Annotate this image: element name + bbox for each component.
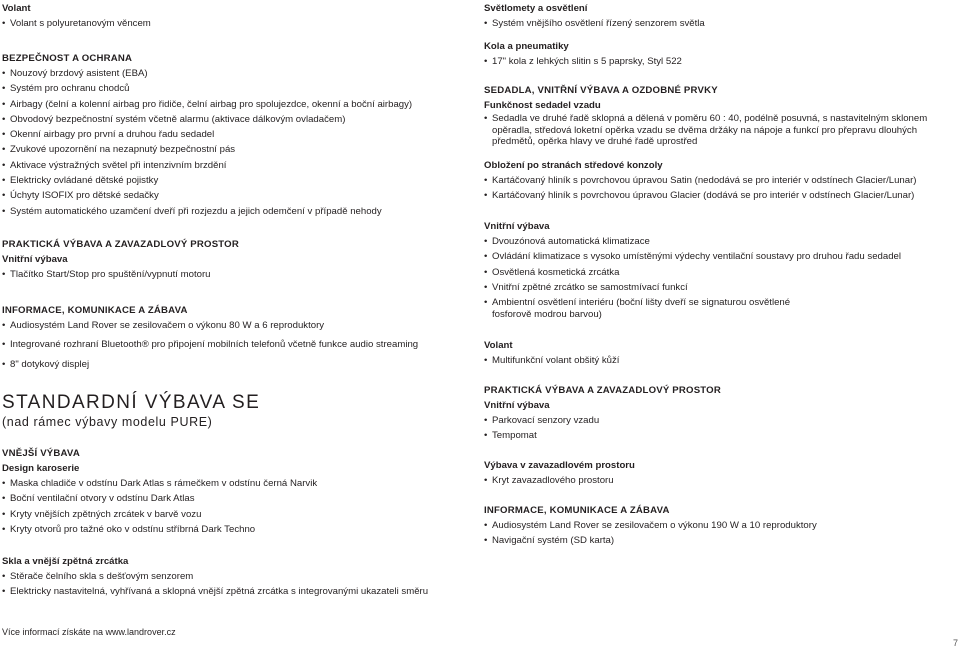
list-item: • Dvouzónová automatická klimatizace	[484, 234, 954, 249]
section-subheading: Vnitřní výbava	[2, 254, 68, 265]
feature-list	[484, 473, 954, 488]
section-heading: PRAKTICKÁ VÝBAVA A ZAVAZADLOVÝ PROSTOR	[484, 385, 721, 396]
section-subheading: Funkčnost sedadel vzadu	[484, 100, 601, 111]
list-item: • Integrované rozhraní Bluetooth® pro připojení mobilních telefonů včetně funkce audio streaming	[2, 337, 462, 352]
section-exterior	[2, 446, 462, 537]
feature-list	[484, 54, 954, 69]
list-item: • Elektricky nastavitelná, vyhřívaná a sklopná vnější zpětná zrcátka s integrovanými ukazateli směru	[2, 584, 462, 599]
section-volant	[2, 1, 462, 31]
feature-list	[2, 318, 462, 372]
section-info	[2, 303, 462, 372]
section-heading: Vnitřní výbava	[484, 221, 550, 232]
list-item: • Systém vnějšího osvětlení řízený senzorem světla	[484, 16, 954, 31]
section-heading: INFORMACE, KOMUNIKACE A ZÁBAVA	[484, 505, 670, 516]
feature-list	[484, 353, 954, 368]
list-item: • 8" dotykový displej	[2, 357, 462, 372]
list-item: • 17" kola z lehkých slitin s 5 paprsky, Styl 522	[484, 54, 954, 69]
page-number: 7	[952, 638, 958, 648]
list-item: • Systém automatického uzamčení dveří při rozjezdu a jejich odemčení v případě nehody	[2, 204, 462, 219]
feature-list	[484, 16, 954, 31]
list-item: • Systém pro ochranu chodců	[2, 81, 462, 96]
list-item: • Ovládání klimatizace s vysoko umístěnými výdechy ventilační soustavy pro druhou řadu sedadel	[484, 249, 954, 264]
section-heading: Výbava v zavazadlovém prostoru	[484, 460, 635, 471]
feature-list	[484, 413, 954, 444]
list-item: • Aktivace výstražných světel při intenzivním brzdění	[2, 158, 462, 173]
list-item: • Volant s polyuretanovým věncem	[2, 16, 462, 31]
section-heading: Světlomety a osvětlení	[484, 3, 588, 14]
section-lights	[484, 1, 954, 31]
section-heading: Kola a pneumatiky	[484, 41, 569, 52]
section-practical	[484, 383, 954, 444]
section-volant	[484, 338, 954, 368]
list-item: • Navigační systém (SD karta)	[484, 533, 954, 548]
footer-note: Více informací získáte na www.landrover.cz	[2, 627, 176, 637]
section-heading: Skla a vnější zpětná zrcátka	[2, 556, 129, 567]
feature-list	[484, 518, 954, 549]
list-item: • Úchyty ISOFIX pro dětské sedačky	[2, 188, 462, 203]
section-subheading: Design karoserie	[2, 463, 80, 474]
list-item: • Okenní airbagy pro první a druhou řadu sedadel	[2, 127, 462, 142]
section-info	[484, 503, 954, 549]
feature-list	[2, 476, 462, 537]
list-item: • Kryt zavazadlového prostoru	[484, 473, 954, 488]
list-item: • Elektricky ovládané dětské pojistky	[2, 173, 462, 188]
feature-list	[2, 267, 462, 282]
section-safety	[2, 51, 462, 219]
list-item: • Stěrače čelního skla s dešťovým senzorem	[2, 569, 462, 584]
page-subtitle: (nad rámec výbavy modelu PURE)	[2, 415, 213, 429]
list-item: • Parkovací senzory vzadu	[484, 413, 954, 428]
section-heading: SEDADLA, VNITŘNÍ VÝBAVA A OZDOBNÉ PRVKY	[484, 85, 718, 96]
list-item: • Audiosystém Land Rover se zesilovačem o výkonu 80 W a 6 reproduktory	[2, 318, 462, 333]
list-item: • Audiosystém Land Rover se zesilovačem o výkonu 190 W a 10 reproduktory	[484, 518, 954, 533]
list-item: • Kryty otvorů pro tažné oko v odstínu stříbrná Dark Techno	[2, 522, 462, 537]
list-item: • Zvukové upozornění na nezapnutý bezpečnostní pás	[2, 142, 462, 157]
list-item: • Ambientní osvětlení interiéru (boční lišty dveří se signaturou osvětlené fosforově modrou barvou)	[484, 297, 822, 321]
list-item: • Tlačítko Start/Stop pro spuštění/vypnutí motoru	[2, 267, 462, 282]
feature-list	[484, 234, 954, 321]
standard-se-block	[2, 392, 462, 430]
feature-list	[484, 113, 954, 148]
feature-list	[2, 569, 462, 600]
list-item: • Kartáčovaný hliník s povrchovou úpravou Glacier (dodává se pro interiér v odstínech Glacier/Lunar)	[484, 188, 954, 203]
section-subheading: Vnitřní výbava	[484, 400, 550, 411]
list-item: • Tempomat	[484, 428, 954, 443]
section-console	[484, 158, 954, 204]
list-item: • Osvětlená kosmetická zrcátka	[484, 265, 954, 280]
section-heading: BEZPEČNOST A OCHRANA	[2, 53, 133, 64]
section-wheels	[484, 39, 954, 69]
section-heading: Volant	[2, 3, 31, 14]
list-item: • Obvodový bezpečnostní systém včetně alarmu (aktivace dálkovým ovladačem)	[2, 112, 462, 127]
list-item: • Kryty vnějších zpětných zrcátek v barvě vozu	[2, 507, 462, 522]
section-heading: Volant	[484, 340, 513, 351]
list-item: • Multifunkční volant obšitý kůží	[484, 353, 954, 368]
section-heading: Obložení po stranách středové konzoly	[484, 160, 663, 171]
list-item: • Nouzový brzdový asistent (EBA)	[2, 66, 462, 81]
list-item: • Sedadla ve druhé řadě sklopná a dělená v poměru 60 : 40, podélně posuvná, s nastavitelným sklonem opěradla, středová loketní opěrka vzadu se dvěma držáky na nápoje a funkcí pro přepravu dlouhých předmětů, opěrka hlavy ve druhé řadě uprostřed	[484, 113, 954, 148]
section-seats	[484, 83, 954, 148]
page-title: STANDARDNÍ VÝBAVA SE	[2, 392, 261, 413]
section-heading: PRAKTICKÁ VÝBAVA A ZAVAZADLOVÝ PROSTOR	[2, 239, 239, 250]
list-item: • Boční ventilační otvory v odstínu Dark Atlas	[2, 491, 462, 506]
list-item: • Airbagy (čelní a kolenní airbag pro řidiče, čelní airbag pro spolujezdce, okenní a boční airbagy)	[2, 97, 462, 112]
section-interior	[484, 219, 954, 321]
section-practical	[2, 237, 462, 282]
section-luggage	[484, 458, 954, 488]
list-item: • Maska chladiče v odstínu Dark Atlas s rámečkem v odstínu černá Narvik	[2, 476, 462, 491]
section-glass	[2, 554, 462, 600]
feature-list	[484, 173, 954, 204]
section-heading: VNĚJŠÍ VÝBAVA	[2, 448, 80, 459]
list-item: • Vnitřní zpětné zrcátko se samostmívací funkcí	[484, 280, 954, 295]
section-heading: INFORMACE, KOMUNIKACE A ZÁBAVA	[2, 305, 188, 316]
feature-list	[2, 16, 462, 31]
list-item: • Kartáčovaný hliník s povrchovou úpravou Satin (nedodává se pro interiér v odstínech Glacier/Lunar)	[484, 173, 954, 188]
feature-list	[2, 66, 462, 219]
